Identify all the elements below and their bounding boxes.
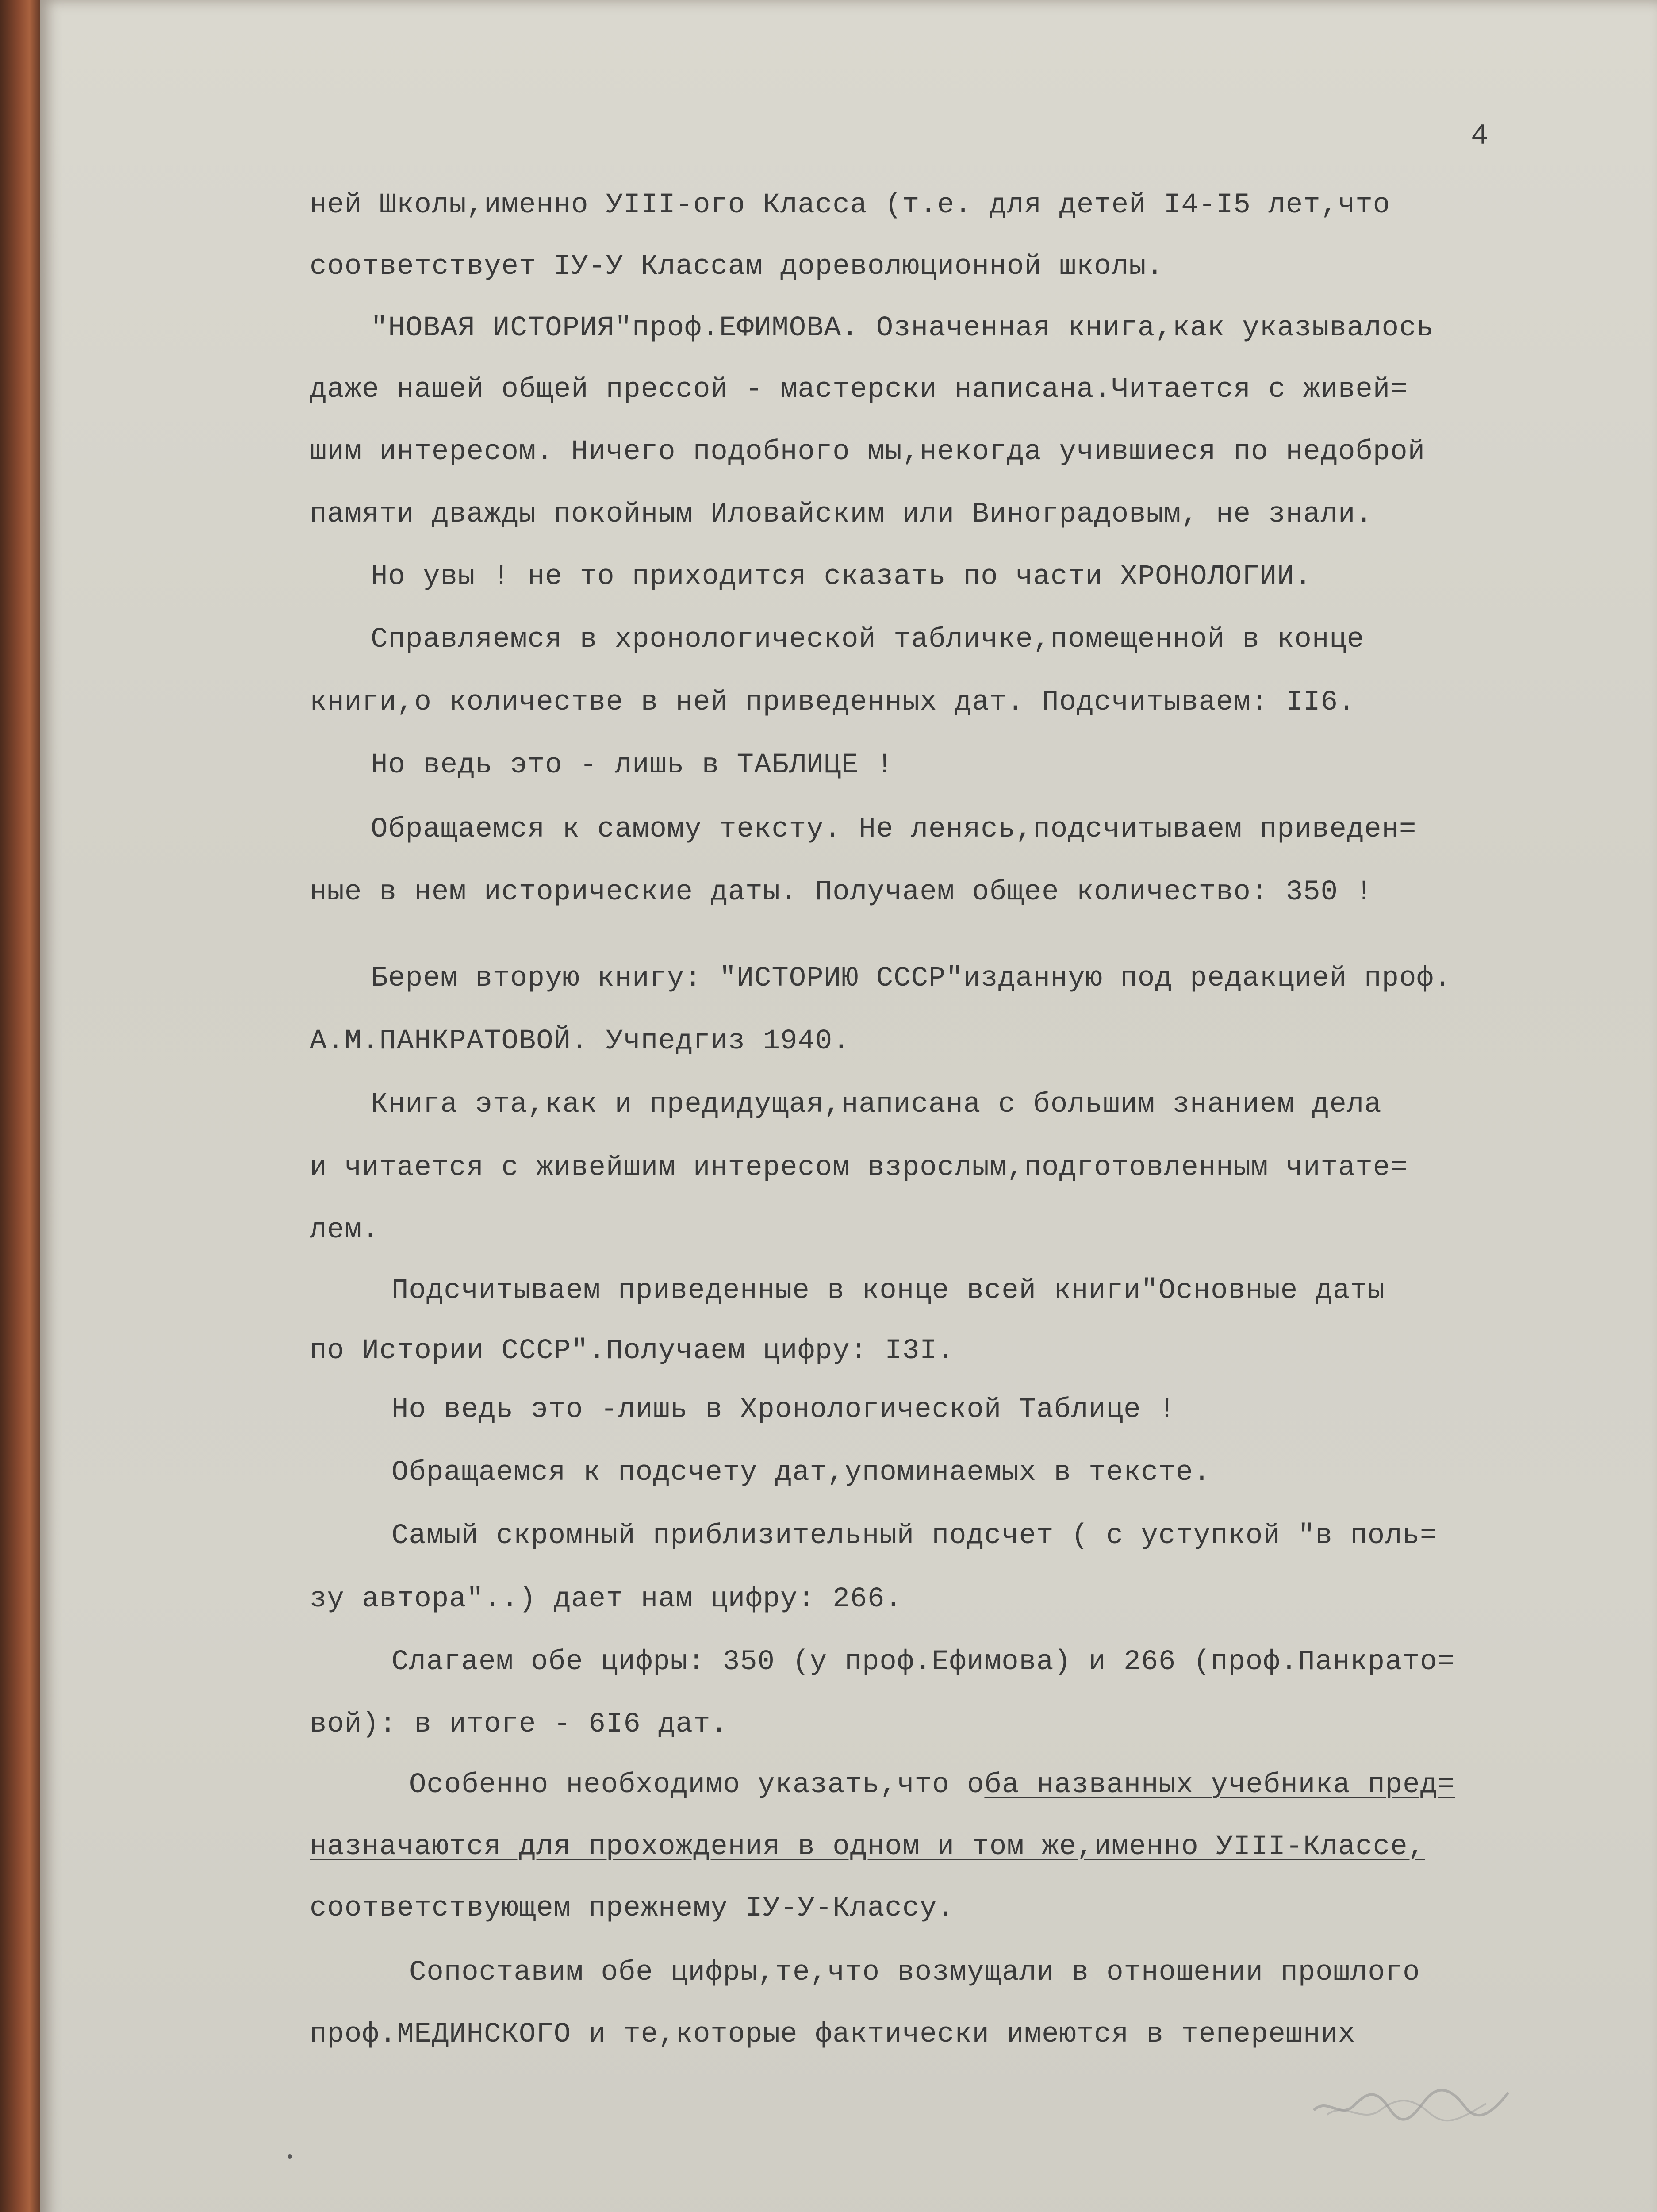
text-line: Обращаемся к подсчету дат,упоминаемых в тексте.	[391, 1457, 1211, 1489]
text-line: Справляемся в хронологической табличке,помещенной в конце	[371, 624, 1365, 656]
text-line: Слагаем обе цифры: 350 (у проф.Ефимова) и 266 (проф.Панкрато=	[391, 1646, 1455, 1678]
text-line: вой): в итоге - 6I6 дат.	[310, 1709, 728, 1740]
text-line: Сопоставим обе цифры,те,что возмущали в отношении прошлого	[409, 1957, 1420, 1989]
text-line: "НОВАЯ ИСТОРИЯ"проф.ЕФИМОВА. Означенная книга,как указывалось	[371, 312, 1434, 344]
underlined-text: ба названных учебника пред=	[984, 1769, 1455, 1801]
text-line: ней Школы,именно УIII-ого Класса (т.е. для детей I4-I5 лет,что	[310, 189, 1391, 221]
text-line: по Истории СССР".Получаем цифру: I3I.	[310, 1335, 955, 1367]
page-number: 4	[1471, 119, 1488, 153]
text-segment: Особенно необходимо указать,что о	[409, 1769, 985, 1801]
text-line: Но ведь это -лишь в Хронологической Таблице !	[391, 1394, 1176, 1426]
text-line: даже нашей общей прессой - мастерски написана.Читается с живей=	[310, 374, 1408, 406]
text-line: лем.	[310, 1214, 380, 1246]
text-line: соответствует IУ-У Классам дореволюционной школы.	[310, 251, 1164, 283]
text-line: памяти дважды покойным Иловайским или Виноградовым, не знали.	[310, 499, 1373, 530]
speck	[288, 2154, 292, 2159]
text-line: шим интересом. Ничего подобного мы,некогда учившиеся по недоброй	[310, 436, 1425, 468]
text-line: и читается с живейшим интересом взрослым,подготовленным читате=	[310, 1152, 1408, 1184]
text-line: соответствующем прежнему IУ-У-Классу.	[310, 1893, 955, 1924]
underlined-text-line: назначаются для прохождения в одном и том же,именно УIII-Классе,	[310, 1831, 1425, 1863]
text-line: Самый скромный приблизительный подсчет ( с уступкой "в поль=	[391, 1520, 1438, 1552]
text-line: проф.МЕДИНСКОГО и те,которые фактически имеются в теперешних	[310, 2019, 1356, 2051]
handwritten-mark	[1309, 2070, 1513, 2128]
text-line: Берем вторую книгу: "ИСТОРИЮ СССР"изданную под редакцией проф.	[371, 963, 1452, 995]
text-line: Подсчитываем приведенные в конце всей книги"Основные даты	[391, 1275, 1385, 1307]
text-line: А.М.ПАНКРАТОВОЙ. Учпедгиз 1940.	[310, 1025, 850, 1057]
text-line: Книга эта,как и предидущая,написана с большим знанием дела	[371, 1089, 1382, 1121]
text-line	[409, 1771, 1455, 1799]
text-line: Обращаемся к самому тексту. Не ленясь,подсчитываем приведен=	[371, 814, 1417, 845]
text-line: Но увы ! не то приходится сказать по части ХРОНОЛОГИИ.	[371, 561, 1312, 593]
text-line: книги,о количестве в ней приведенных дат. Подсчитываем: II6.	[310, 687, 1356, 718]
text-line: зу автора"..) дает нам цифру: 266.	[310, 1583, 902, 1615]
text-line: ные в нем исторические даты. Получаем общее количество: 350 !	[310, 876, 1373, 908]
text-line: Но ведь это - лишь в ТАБЛИЦЕ !	[371, 749, 894, 781]
